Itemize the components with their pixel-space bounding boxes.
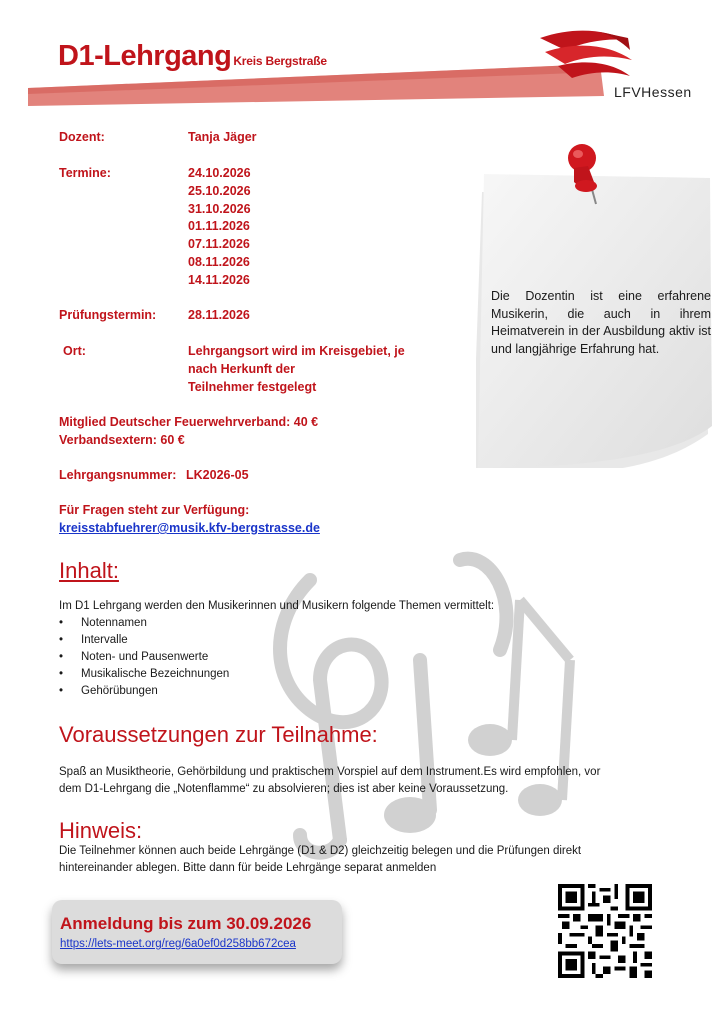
voraussetzungen-heading: Voraussetzungen zur Teilnahme:: [59, 722, 378, 747]
hinweis-text: [59, 843, 581, 877]
hinweis-line: Die Teilnehmer können auch beide Lehrgänge (D1 & D2) gleichzeitig belegen und die Prüfungen direkt: [59, 845, 582, 857]
termine-label: Termine:: [59, 166, 111, 180]
inhalt-list: [59, 615, 229, 700]
pruefung-value: 28.11.2026: [188, 308, 250, 322]
ort-line: Teilnehmer festgelegt: [188, 379, 317, 394]
voraussetzungen-line: dem D1-Lehrgang die „Notenflamme“ zu absolvieren; dies ist aber keine Voraussetzung.: [59, 783, 509, 795]
termin-item: 01.11.2026: [188, 219, 250, 234]
registration-link[interactable]: https://lets-meet.org/reg/6a0ef0d258bb672cea: [60, 938, 296, 950]
list-item: • Noten- und Pausenwerte: [59, 649, 229, 666]
registration-deadline: Anmeldung bis zum 30.09.2026: [60, 914, 312, 933]
fee-member: Mitglied Deutscher Feuerwehrverband: 40 €: [59, 415, 319, 429]
contact-email-link[interactable]: kreisstabfuehrer@musik.kfv-bergstrasse.de: [59, 521, 320, 535]
list-item: • Notennamen: [59, 615, 229, 632]
termin-item: 14.11.2026: [188, 272, 250, 287]
brand-name: LFVHessen: [614, 84, 692, 100]
hinweis-line: hintereinander ablegen. Bitte dann für beide Lehrgänge separat anmelden: [59, 862, 437, 874]
voraussetzungen-text: [59, 764, 600, 798]
inhalt-heading: Inhalt:: [59, 558, 119, 583]
title-main: D1-Lehrgang: [58, 40, 232, 72]
title-sub: Kreis Bergstraße: [233, 54, 327, 68]
ort-label: Ort:: [63, 344, 86, 358]
qr-code-icon[interactable]: [556, 884, 654, 978]
ort-value: [188, 343, 405, 396]
list-item: • Intervalle: [59, 632, 229, 649]
termin-item: 07.11.2026: [188, 237, 250, 252]
termin-item: 24.10.2026: [188, 166, 251, 180]
list-item: • Musikalische Bezeichnungen: [59, 666, 229, 683]
nummer-label: Lehrgangsnummer:: [59, 468, 177, 482]
nummer-value: LK2026-05: [186, 468, 249, 482]
list-item: • Gehörübungen: [59, 683, 229, 700]
voraussetzungen-line: Spaß an Musiktheorie, Gehörbildung und praktischem Vorspiel auf dem Instrument.Es wird empfohlen, vor: [59, 766, 601, 778]
dozent-value: Tanja Jäger: [188, 130, 257, 144]
termine-list: [188, 165, 251, 290]
hinweis-heading: Hinweis:: [59, 818, 143, 843]
music-notes-watermark: [160, 540, 600, 870]
termin-item: 08.11.2026: [188, 254, 250, 269]
fragen-label: Für Fragen steht zur Verfügung:: [59, 503, 250, 517]
inhalt-intro: Im D1 Lehrgang werden den Musikerinnen und Musikern folgende Themen vermittelt:: [59, 600, 495, 612]
termin-item: 31.10.2026: [188, 201, 251, 216]
ort-line: nach Herkunft der: [188, 361, 295, 376]
fees: [59, 414, 318, 450]
dozent-label: Dozent:: [59, 130, 105, 144]
fee-extern: Verbandsextern: 60 €: [59, 432, 185, 447]
termin-item: 25.10.2026: [188, 183, 251, 198]
note-text: Die Dozentin ist eine erfahrene Musikerin, die auch in ihrem Heimatverein in der Ausbildung aktiv ist und langjährige Erfahrung hat.: [491, 289, 711, 356]
ort-line: Lehrgangsort wird im Kreisgebiet, je: [188, 344, 405, 358]
pruefung-label: Prüfungstermin:: [59, 308, 157, 322]
page-title: [58, 40, 327, 73]
pushpin-icon: [560, 142, 610, 208]
